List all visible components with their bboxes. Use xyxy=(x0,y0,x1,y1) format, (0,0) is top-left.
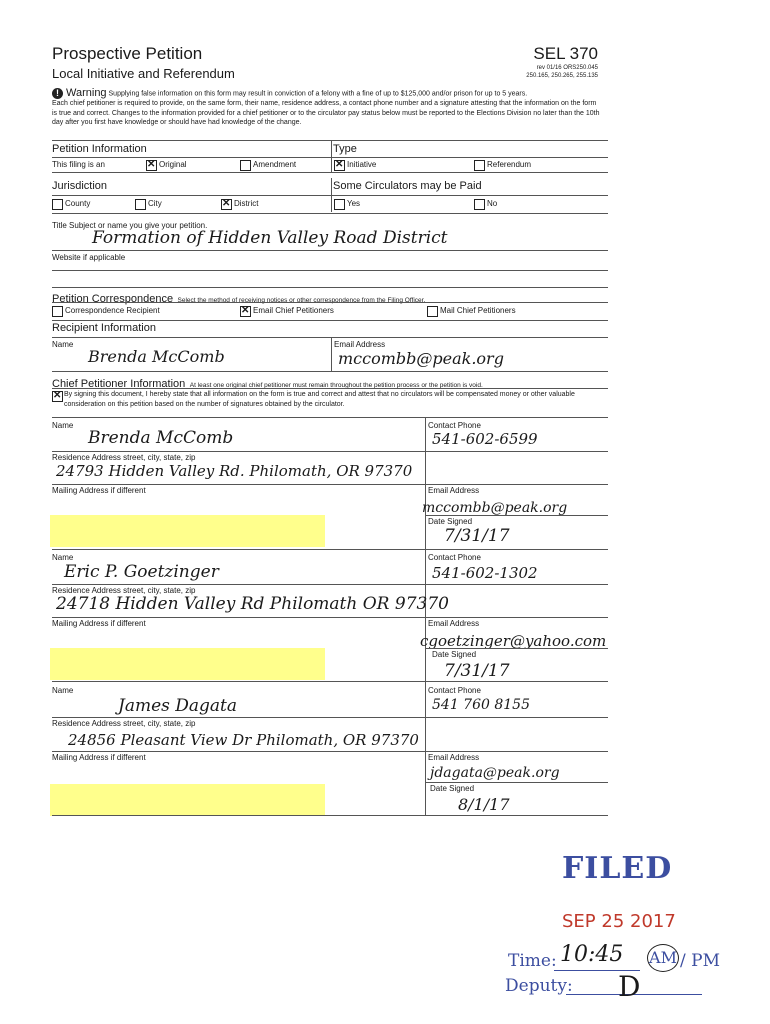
email-label: Email Address xyxy=(428,753,480,762)
petitioner-residence: 24718 Hidden Valley Rd Philomath OR 97370 xyxy=(56,594,449,614)
date-label: Date Signed xyxy=(430,784,475,793)
redaction-signature xyxy=(50,784,325,816)
title-value: Formation of Hidden Valley Road District xyxy=(92,228,448,248)
mailing-label: Mailing Address if different xyxy=(52,753,146,762)
petitioner-date: 8/1/17 xyxy=(458,795,510,814)
petitioner-phone: 541-602-1302 xyxy=(432,564,538,582)
divider xyxy=(52,250,608,251)
petitioner-name: Brenda McComb xyxy=(88,428,234,448)
date-label: Date Signed xyxy=(428,517,473,526)
city-label: City xyxy=(148,199,162,208)
divider xyxy=(52,751,608,752)
attest-text: By signing this document, I hereby state that all information on the form is true and correct and attest that no circulators will be compensated money or other valuable consideration on this petition based on the number of signatures obtained by the circulator. xyxy=(64,391,575,408)
divider xyxy=(52,451,608,452)
divider xyxy=(425,549,426,681)
date-label: Date Signed xyxy=(432,650,477,659)
recipient-name-value: Brenda McComb xyxy=(88,347,225,366)
divider xyxy=(331,140,332,172)
warning-block xyxy=(52,88,600,128)
divider xyxy=(52,213,608,214)
warning-word: Warning xyxy=(66,86,107,99)
recipient-heading: Recipient Information xyxy=(52,322,156,334)
petitioner-residence: 24856 Pleasant View Dr Philomath, OR 97370 xyxy=(68,731,419,749)
district-label: District xyxy=(234,199,259,208)
phone-label: Contact Phone xyxy=(428,686,481,695)
form-subtitle: Local Initiative and Referendum xyxy=(52,66,235,81)
divider xyxy=(425,782,608,783)
filed-stamp: FILED xyxy=(562,851,673,886)
petition-info-heading: Petition Information xyxy=(52,143,147,155)
divider xyxy=(52,287,608,288)
residence-label: Residence Address street, city, state, zip xyxy=(52,586,196,595)
petitioner-email: cgoetzinger@yahoo.com xyxy=(420,632,607,650)
form-code: SEL 370 xyxy=(533,44,598,63)
original-checkbox[interactable] xyxy=(146,160,157,171)
recipient-checkbox[interactable] xyxy=(52,306,63,317)
petitioner-email: jdagata@peak.org xyxy=(430,765,560,781)
divider xyxy=(425,648,608,649)
time-label: Time: xyxy=(508,951,557,971)
amendment-label: Amendment xyxy=(253,160,297,169)
redaction-signature xyxy=(50,515,325,547)
divider xyxy=(52,320,608,321)
attest-checkbox[interactable] xyxy=(52,391,63,402)
initiative-checkbox[interactable] xyxy=(334,160,345,171)
correspondence-header xyxy=(52,289,425,307)
divider xyxy=(52,549,608,550)
revision-line-2: 250.165, 250.265, 255.135 xyxy=(526,73,598,79)
petitioner-date: 7/31/17 xyxy=(444,661,510,681)
paid-yes-label: Yes xyxy=(347,199,361,208)
divider xyxy=(52,617,608,618)
petitioner-name: Eric P. Goetzinger xyxy=(64,562,219,582)
mail-chief-label: Mail Chief Petitioners xyxy=(440,306,516,315)
divider xyxy=(52,337,608,338)
divider xyxy=(52,371,608,372)
phone-label: Contact Phone xyxy=(428,421,481,430)
title-label: Title Subject or name you give your petition. xyxy=(52,221,208,230)
website-label: Website if applicable xyxy=(52,253,126,262)
petitioner-name: James Dagata xyxy=(118,696,238,716)
filing-label: This filing is an xyxy=(52,160,105,169)
mail-chief-checkbox[interactable] xyxy=(427,306,438,317)
chief-heading: Chief Petitioner Information xyxy=(52,378,186,390)
mailing-label: Mailing Address if different xyxy=(52,486,146,495)
jurisdiction-heading: Jurisdiction xyxy=(52,180,108,192)
filed-date: SEP 25 2017 xyxy=(562,911,676,932)
name-label: Name xyxy=(52,553,74,562)
email-chief-label: Email Chief Petitioners xyxy=(253,306,334,315)
email-chief-checkbox[interactable] xyxy=(240,306,251,317)
petitioner-email: mccombb@peak.org xyxy=(422,500,568,516)
divider xyxy=(52,484,608,485)
revision-line-1: rev 01/16 ORS250.045 xyxy=(536,65,598,71)
type-heading: Type xyxy=(333,143,357,155)
divider xyxy=(52,584,608,585)
recipient-option-label: Correspondence Recipient xyxy=(65,306,160,315)
recipient-name-label: Name xyxy=(52,340,74,349)
divider xyxy=(52,717,608,718)
correspondence-heading: Petition Correspondence xyxy=(52,293,174,305)
name-label: Name xyxy=(52,421,74,430)
name-label: Name xyxy=(52,686,74,695)
warning-body: Each chief petitioner is required to provide, on the same form, their name, residence address, a contact phone number and a signature attesting that the information on the form is true and correct. Changes to the information provided for a chief petitioner or to the circulator pay status below must be reported to the Elections Division no later than the 10th day after you first have knowledge or should have had knowledge of the change. xyxy=(52,100,600,126)
divider xyxy=(52,302,608,303)
recipient-email-label: Email Address xyxy=(334,340,386,349)
deputy-initial: D xyxy=(618,970,641,1003)
district-checkbox[interactable] xyxy=(221,199,232,210)
divider xyxy=(52,388,608,389)
divider xyxy=(52,195,608,196)
time-value: 10:45 xyxy=(560,942,624,967)
petitioner-date: 7/31/17 xyxy=(444,526,510,546)
correspondence-instructions: Select the method of receiving notices or other correspondence from the Filing Officer. xyxy=(177,297,426,304)
paid-no-label: No xyxy=(487,199,498,208)
amendment-checkbox[interactable] xyxy=(240,160,251,171)
city-checkbox[interactable] xyxy=(135,199,146,210)
divider xyxy=(331,337,332,371)
county-checkbox[interactable] xyxy=(52,199,63,210)
county-label: County xyxy=(65,199,91,208)
am-circled: AM xyxy=(647,944,679,972)
divider xyxy=(52,815,608,816)
warning-line: Supplying false information on this form may result in conviction of a felony with a fine of up to $125,000 and/or prison for up to 5 years. xyxy=(108,90,528,98)
residence-label: Residence Address street, city, state, zip xyxy=(52,453,196,462)
residence-label: Residence Address street, city, state, zip xyxy=(52,719,196,728)
divider xyxy=(52,417,608,418)
original-label: Original xyxy=(159,160,187,169)
divider xyxy=(425,417,426,549)
initiative-label: Initiative xyxy=(347,160,377,169)
form-title: Prospective Petition xyxy=(52,44,203,63)
paid-yes-checkbox[interactable] xyxy=(334,199,345,210)
divider xyxy=(52,270,608,271)
petitioner-phone: 541-602-6599 xyxy=(432,430,538,448)
paid-heading: Some Circulators may be Paid xyxy=(333,180,482,192)
deputy-label: Deputy: xyxy=(505,976,573,996)
phone-label: Contact Phone xyxy=(428,553,481,562)
petitioner-residence: 24793 Hidden Valley Rd. Philomath, OR 97370 xyxy=(56,462,413,480)
recipient-email-value: mccombb@peak.org xyxy=(338,349,504,368)
divider xyxy=(425,681,426,815)
referendum-checkbox[interactable] xyxy=(474,160,485,171)
mailing-label: Mailing Address if different xyxy=(52,619,146,628)
divider xyxy=(425,515,608,516)
divider xyxy=(331,178,332,212)
chief-note: At least one original chief petitioner must remain throughout the petition process or the petition is void. xyxy=(189,382,483,389)
exclamation-icon: ! xyxy=(52,88,63,99)
divider xyxy=(52,172,608,173)
paid-no-checkbox[interactable] xyxy=(474,199,485,210)
revision-info xyxy=(526,64,598,80)
email-label: Email Address xyxy=(428,486,480,495)
divider xyxy=(52,140,608,141)
email-label: Email Address xyxy=(428,619,480,628)
redaction-signature xyxy=(50,648,325,680)
petitioner-phone: 541 760 8155 xyxy=(432,697,530,713)
referendum-label: Referendum xyxy=(487,160,532,169)
divider xyxy=(52,681,608,682)
pm-label: / PM xyxy=(680,951,720,971)
divider xyxy=(52,157,608,158)
